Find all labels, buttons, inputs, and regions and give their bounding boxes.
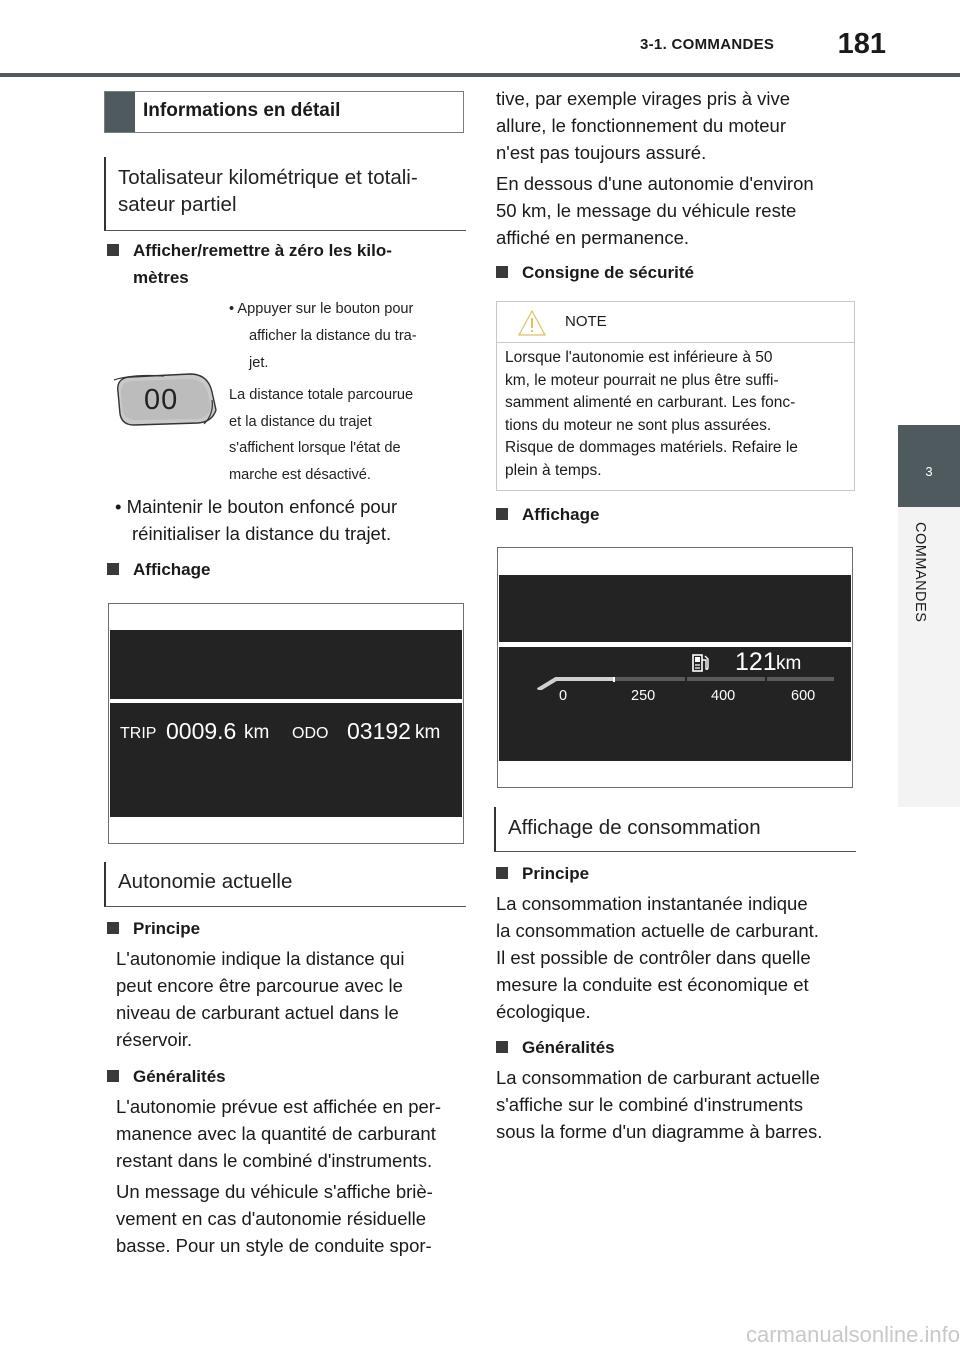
subhead-consumption: Affichage de consommation — [494, 807, 856, 852]
generalites-left-line2: manence avec la quantité de carburant — [116, 1123, 436, 1144]
heading-securite: Consigne de sécurité — [496, 259, 694, 286]
small-text-line1: La distance totale parcourue — [229, 387, 414, 403]
odo-label: ODO — [292, 725, 329, 742]
chapter-label: COMMANDES — [912, 522, 928, 623]
bullet-small-line2: afficher la distance du tra- — [249, 328, 417, 344]
range-display — [497, 547, 853, 788]
generalites-right-line3: sous la forme d'un diagramme à barres. — [496, 1121, 823, 1142]
principe-right-line3: Il est possible de contrôler dans quelle — [496, 947, 811, 968]
note-header — [497, 302, 854, 343]
trip-value: 0009.6 — [166, 718, 237, 744]
principe-left-line1: L'autonomie indique la distance qui — [116, 948, 405, 969]
heading-generalites-left: Généralités — [107, 1063, 226, 1090]
range-band-top — [499, 575, 851, 642]
below-line2: 50 km, le message du véhicule reste — [496, 200, 797, 221]
message-line2: vement en cas d'autonomie résiduelle — [116, 1208, 426, 1229]
continued-line1: tive, par exemple virages pris à vive — [496, 88, 791, 109]
note-box — [496, 301, 855, 491]
continued-line3: n'est pas toujours assuré. — [496, 142, 707, 163]
generalites-right-line2: s'affiche sur le combiné d'instruments — [496, 1094, 803, 1115]
below-line1: En dessous d'une autonomie d'environ — [496, 173, 814, 194]
subhead-odometer — [104, 157, 466, 231]
square-bullet-icon — [107, 563, 119, 575]
heading-reset-line2: mètres — [133, 268, 189, 287]
generalites-left-line1: L'autonomie prévue est affichée en per- — [116, 1096, 442, 1117]
generalites-left-line3: restant dans le combiné d'instruments. — [116, 1150, 433, 1171]
scale-tick-0: 0 — [559, 688, 568, 704]
page-number: 181 — [837, 28, 886, 60]
fuel-pump-icon — [689, 651, 713, 675]
heading-principe-right: Principe — [496, 860, 589, 887]
subhead-range: Autonomie actuelle — [104, 862, 466, 907]
header-rule — [0, 73, 960, 77]
below-line3: affiché en permanence. — [496, 227, 690, 248]
principe-right-line5: écologique. — [496, 1001, 591, 1022]
message-line3: basse. Pour un style de conduite spor- — [116, 1235, 432, 1256]
reset-button-icon — [112, 370, 218, 428]
message-line1: Un message du véhicule s'affiche briè- — [116, 1181, 433, 1202]
box-heading-title: Informations en détail — [143, 100, 341, 121]
bullet-small-line3: jet. — [249, 355, 269, 371]
principe-left-line2: peut encore être parcourue avec le — [116, 975, 403, 996]
section-title: 3-1. COMMANDES — [640, 36, 775, 53]
principe-left-line4: réservoir. — [116, 1029, 193, 1050]
reset-button-label: 00 — [144, 384, 179, 416]
box-heading-bar — [105, 92, 135, 132]
square-bullet-icon — [496, 266, 508, 278]
principe-right-line4: mesure la conduite est économique et — [496, 974, 809, 995]
heading-display-left: Affichage — [107, 556, 210, 583]
principe-left-line3: niveau de carburant actuel dans le — [116, 1002, 399, 1023]
subhead-odometer-line1: Totalisateur kilométrique et totali- — [118, 166, 418, 189]
note-label: NOTE — [565, 313, 607, 330]
note-text: Lorsque l'autonomie est inférieure à 50 km, le moteur pourrait ne plus être suffi- samment alimenté en carburant. Les fonc- tions du moteur ne sont plus assurées. Risque de dommages matériels. Refaire le plein à temps. — [505, 349, 798, 479]
small-text-line2: et la distance du trajet — [229, 414, 372, 430]
small-text-line3: s'affichent lorsque l'état de — [229, 440, 401, 456]
odo-unit: km — [415, 722, 441, 743]
principe-right-line1: La consommation instantanée indique — [496, 893, 808, 914]
heading-principe-left: Principe — [107, 915, 200, 942]
heading-display-right: Affichage — [496, 501, 599, 528]
square-bullet-icon — [107, 244, 119, 256]
square-bullet-icon — [107, 922, 119, 934]
small-text-line4: marche est désactivé. — [229, 467, 371, 483]
generalites-right-line1: La consommation de carburant actuelle — [496, 1067, 820, 1088]
chapter-strip — [898, 507, 960, 807]
heading-generalites-right: Généralités — [496, 1034, 615, 1061]
bullet-reset-line2: réinitialiser la distance du trajet. — [132, 523, 392, 544]
chapter-number: 3 — [925, 464, 933, 479]
trip-unit: km — [244, 722, 270, 743]
display-band-top — [110, 630, 462, 699]
trip-odometer-display — [108, 603, 464, 844]
scale-tick-400: 400 — [711, 688, 736, 704]
principe-right-line2: la consommation actuelle de carburant. — [496, 920, 819, 941]
range-scale-bar — [534, 676, 834, 690]
square-bullet-icon — [496, 1041, 508, 1053]
scale-tick-250: 250 — [631, 688, 656, 704]
range-value: 121 — [735, 648, 777, 676]
range-unit: km — [776, 653, 802, 674]
heading-reset: Afficher/remettre à zéro les kilo- — [107, 237, 392, 264]
warning-icon — [517, 309, 547, 337]
square-bullet-icon — [107, 1070, 119, 1082]
square-bullet-icon — [496, 867, 508, 879]
square-bullet-icon — [496, 508, 508, 520]
scale-tick-600: 600 — [791, 688, 816, 704]
subhead-odometer-line2: sateur partiel — [118, 193, 237, 216]
continued-line2: allure, le fonctionnement du moteur — [496, 115, 787, 136]
bullet-small-line1: • Appuyer sur le bouton pour — [229, 301, 414, 317]
box-heading — [104, 91, 464, 133]
trip-label: TRIP — [120, 725, 157, 742]
odo-value: 03192 — [347, 718, 411, 744]
footer-watermark: carmanualsonline.info — [745, 1322, 960, 1347]
bullet-reset-line1: • Maintenir le bouton enfoncé pour — [115, 496, 398, 517]
